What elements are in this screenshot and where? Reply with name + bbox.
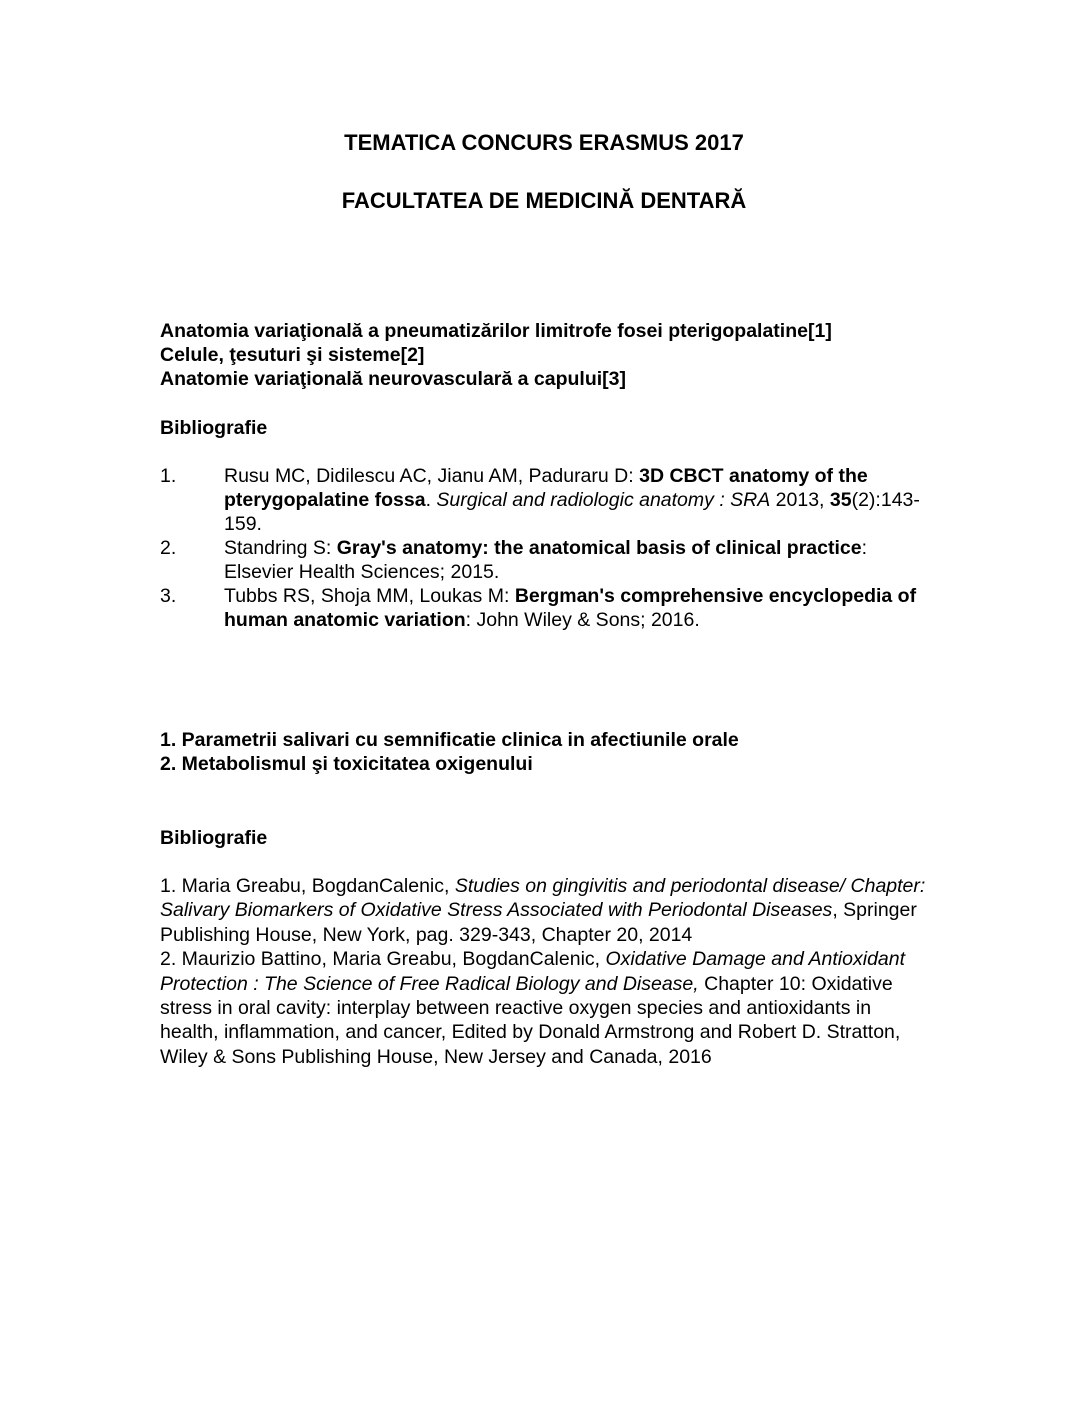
reference-item: 2. Maurizio Battino, Maria Greabu, BogdanCalenic, Oxidative Damage and Antioxidant Protection : The Science of Free Radical Biology and Disease, Chapter 10: Oxidative stress in oral cavity: interplay between reactive oxygen species and antioxidants in health, inflammation, and cancer, Edited by Donald Armstrong and Robert D. Stratton, Wiley & Sons Publishing House, New Jersey and Canada, 2016 <box>160 948 906 1068</box>
topic-item: Anatomia variaţională a pneumatizărilor limitrofe fosei pterigopalatine[1] <box>160 320 832 342</box>
topic-item: 1. Parametrii salivari cu semnificatie clinica in afectiunile orale <box>160 729 739 751</box>
reference-text: Standring S: Gray's anatomy: the anatomical basis of clinical practice: Elsevier Health Sciences; 2015. <box>224 537 867 583</box>
reference-item <box>160 536 940 584</box>
bibliography-heading: Bibliografie <box>160 417 268 439</box>
topic-item: Celule, ţesuturi şi sisteme[2] <box>160 344 425 366</box>
reference-item <box>160 584 940 632</box>
reference-number: 3. <box>160 585 177 607</box>
page-title: TEMATICA CONCURS ERASMUS 2017 <box>344 130 744 155</box>
reference-list <box>160 464 940 632</box>
reference-text: Tubbs RS, Shoja MM, Loukas M: Bergman's comprehensive encyclopedia of human anatomic variation: John Wiley & Sons; 2016. <box>224 585 917 631</box>
reference-list-2 <box>160 874 930 1069</box>
bibliography-heading-2: Bibliografie <box>160 827 268 849</box>
page-subtitle: FACULTATEA DE MEDICINĂ DENTARĂ <box>341 188 747 213</box>
reference-text: Rusu MC, Didilescu AC, Jianu AM, Paduraru D: 3D CBCT anatomy of the pterygopalatine fossa. Surgical and radiologic anatomy : SRA 2013, 35(2):143-159. <box>224 465 920 535</box>
reference-number: 1. <box>160 465 177 487</box>
reference-number: 2. <box>160 537 177 559</box>
reference-item: 1. Maria Greabu, BogdanCalenic, Studies on gingivitis and periodontal disease/ Chapter: Salivary Biomarkers of Oxidative Stress Associated with Periodontal Diseases, Springer Publishing House, New York, pag. 329-343, Chapter 20, 2014 <box>160 875 926 946</box>
topic-list <box>160 319 832 391</box>
topic-item: 2. Metabolismul şi toxicitatea oxigenului <box>160 753 533 775</box>
topic-item: Anatomie variaţională neurovasculară a capului[3] <box>160 368 626 390</box>
topic-list-2 <box>160 728 739 776</box>
reference-item <box>160 464 940 536</box>
